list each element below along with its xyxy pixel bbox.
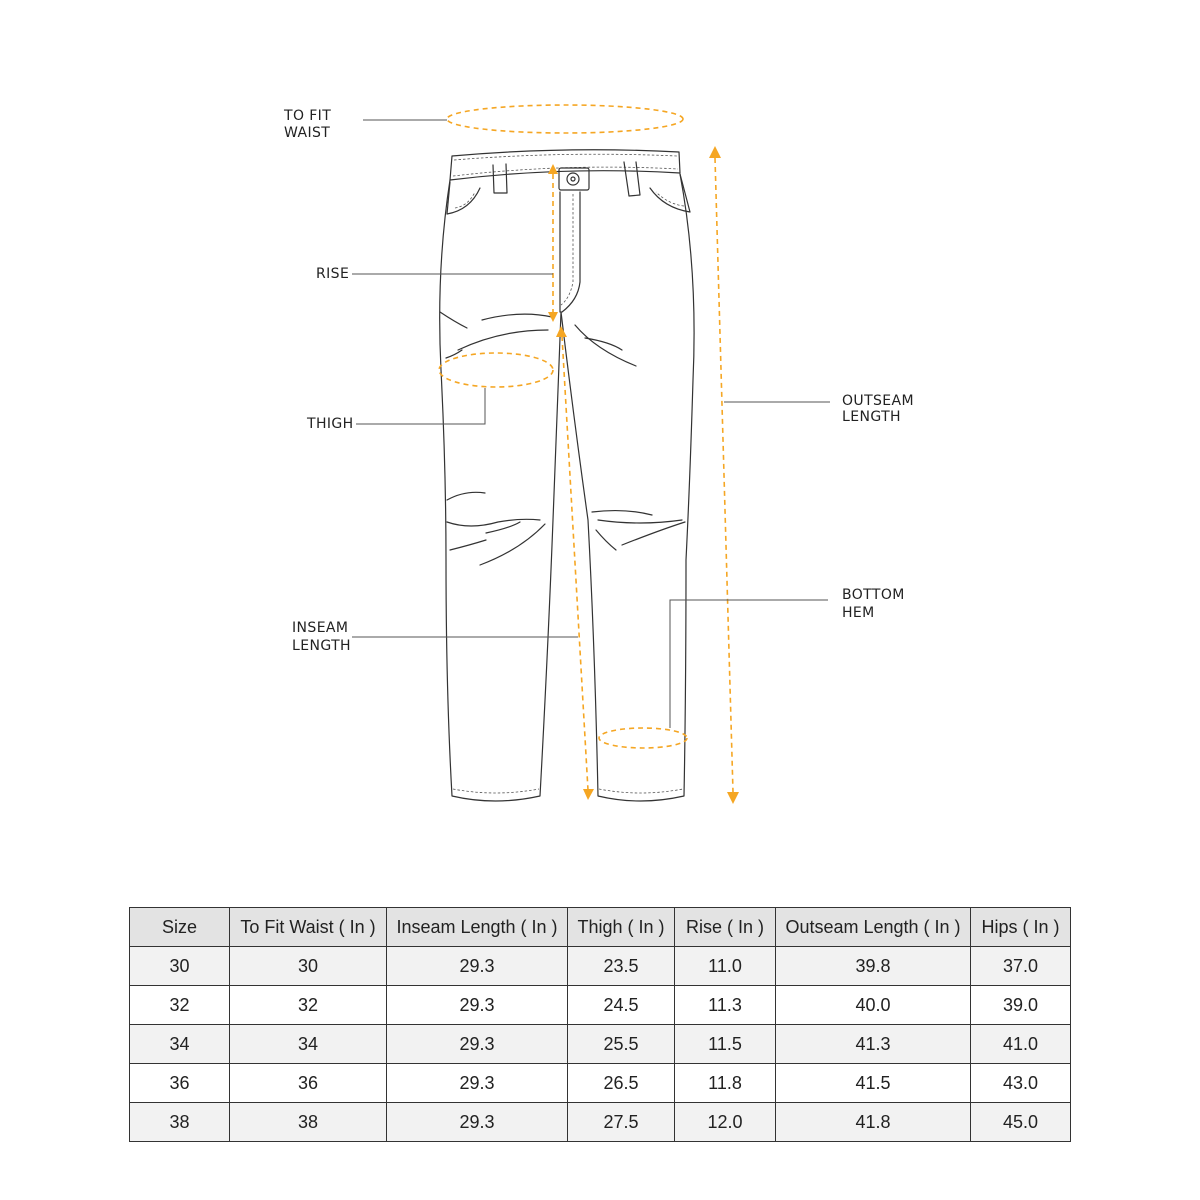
callout-rise: RISE xyxy=(316,266,350,282)
table-cell: 34 xyxy=(230,1025,387,1064)
outseam-arrow xyxy=(709,146,739,804)
table-cell: 29.3 xyxy=(387,1025,568,1064)
table-cell: 29.3 xyxy=(387,1103,568,1142)
table-row xyxy=(130,1025,1071,1064)
header-inseam-length: Inseam Length ( In ) xyxy=(387,908,568,947)
table-cell: 41.0 xyxy=(971,1025,1071,1064)
table-cell: 11.0 xyxy=(675,947,776,986)
hem-measure-ellipse xyxy=(599,728,687,748)
callout-outseam-length: OUTSEAM LENGTH xyxy=(842,393,915,425)
table-cell: 45.0 xyxy=(971,1103,1071,1142)
table-cell: 37.0 xyxy=(971,947,1071,986)
table-cell: 25.5 xyxy=(568,1025,675,1064)
table-cell: 40.0 xyxy=(776,986,971,1025)
header-hips: Hips ( In ) xyxy=(971,908,1071,947)
table-cell: 29.3 xyxy=(387,947,568,986)
table-row xyxy=(130,947,1071,986)
table-cell: 34 xyxy=(130,1025,230,1064)
table-cell: 38 xyxy=(130,1103,230,1142)
table-cell: 24.5 xyxy=(568,986,675,1025)
table-cell: 29.3 xyxy=(387,986,568,1025)
table-cell: 30 xyxy=(130,947,230,986)
table-cell: 32 xyxy=(130,986,230,1025)
table-cell: 32 xyxy=(230,986,387,1025)
table-cell: 39.0 xyxy=(971,986,1071,1025)
jeans-drawing xyxy=(440,150,694,801)
table-row xyxy=(130,1103,1071,1142)
table-cell: 43.0 xyxy=(971,1064,1071,1103)
rise-arrow xyxy=(548,164,558,322)
thigh-measure-ellipse xyxy=(439,353,553,387)
waist-measure-ellipse xyxy=(447,105,683,133)
table-cell: 41.8 xyxy=(776,1103,971,1142)
callout-thigh: THIGH xyxy=(307,416,354,432)
table-cell: 41.5 xyxy=(776,1064,971,1103)
table-cell: 27.5 xyxy=(568,1103,675,1142)
callout-to-fit-waist: TO FIT WAIST xyxy=(284,108,332,141)
table-cell: 23.5 xyxy=(568,947,675,986)
callout-inseam-length: INSEAM LENGTH xyxy=(292,620,351,654)
callout-bottom-hem: BOTTOM HEM xyxy=(842,587,905,621)
table-cell: 41.3 xyxy=(776,1025,971,1064)
table-cell: 26.5 xyxy=(568,1064,675,1103)
table-cell: 36 xyxy=(230,1064,387,1103)
table-cell: 12.0 xyxy=(675,1103,776,1142)
inseam-arrow xyxy=(556,326,594,800)
header-outseam-length: Outseam Length ( In ) xyxy=(776,908,971,947)
leader-lines xyxy=(352,120,830,728)
table-cell: 11.3 xyxy=(675,986,776,1025)
header-to-fit-waist: To Fit Waist ( In ) xyxy=(230,908,387,947)
table-row xyxy=(130,986,1071,1025)
table-cell: 36 xyxy=(130,1064,230,1103)
header-size: Size xyxy=(130,908,230,947)
table-cell: 30 xyxy=(230,947,387,986)
table-cell: 11.8 xyxy=(675,1064,776,1103)
table-header-row xyxy=(130,908,1071,947)
table-row xyxy=(130,1064,1071,1103)
table-cell: 11.5 xyxy=(675,1025,776,1064)
size-chart-table xyxy=(129,907,1071,1142)
header-thigh: Thigh ( In ) xyxy=(568,908,675,947)
measurement-guides xyxy=(439,105,739,804)
table-cell: 29.3 xyxy=(387,1064,568,1103)
table-cell: 38 xyxy=(230,1103,387,1142)
header-rise: Rise ( In ) xyxy=(675,908,776,947)
table-cell: 39.8 xyxy=(776,947,971,986)
